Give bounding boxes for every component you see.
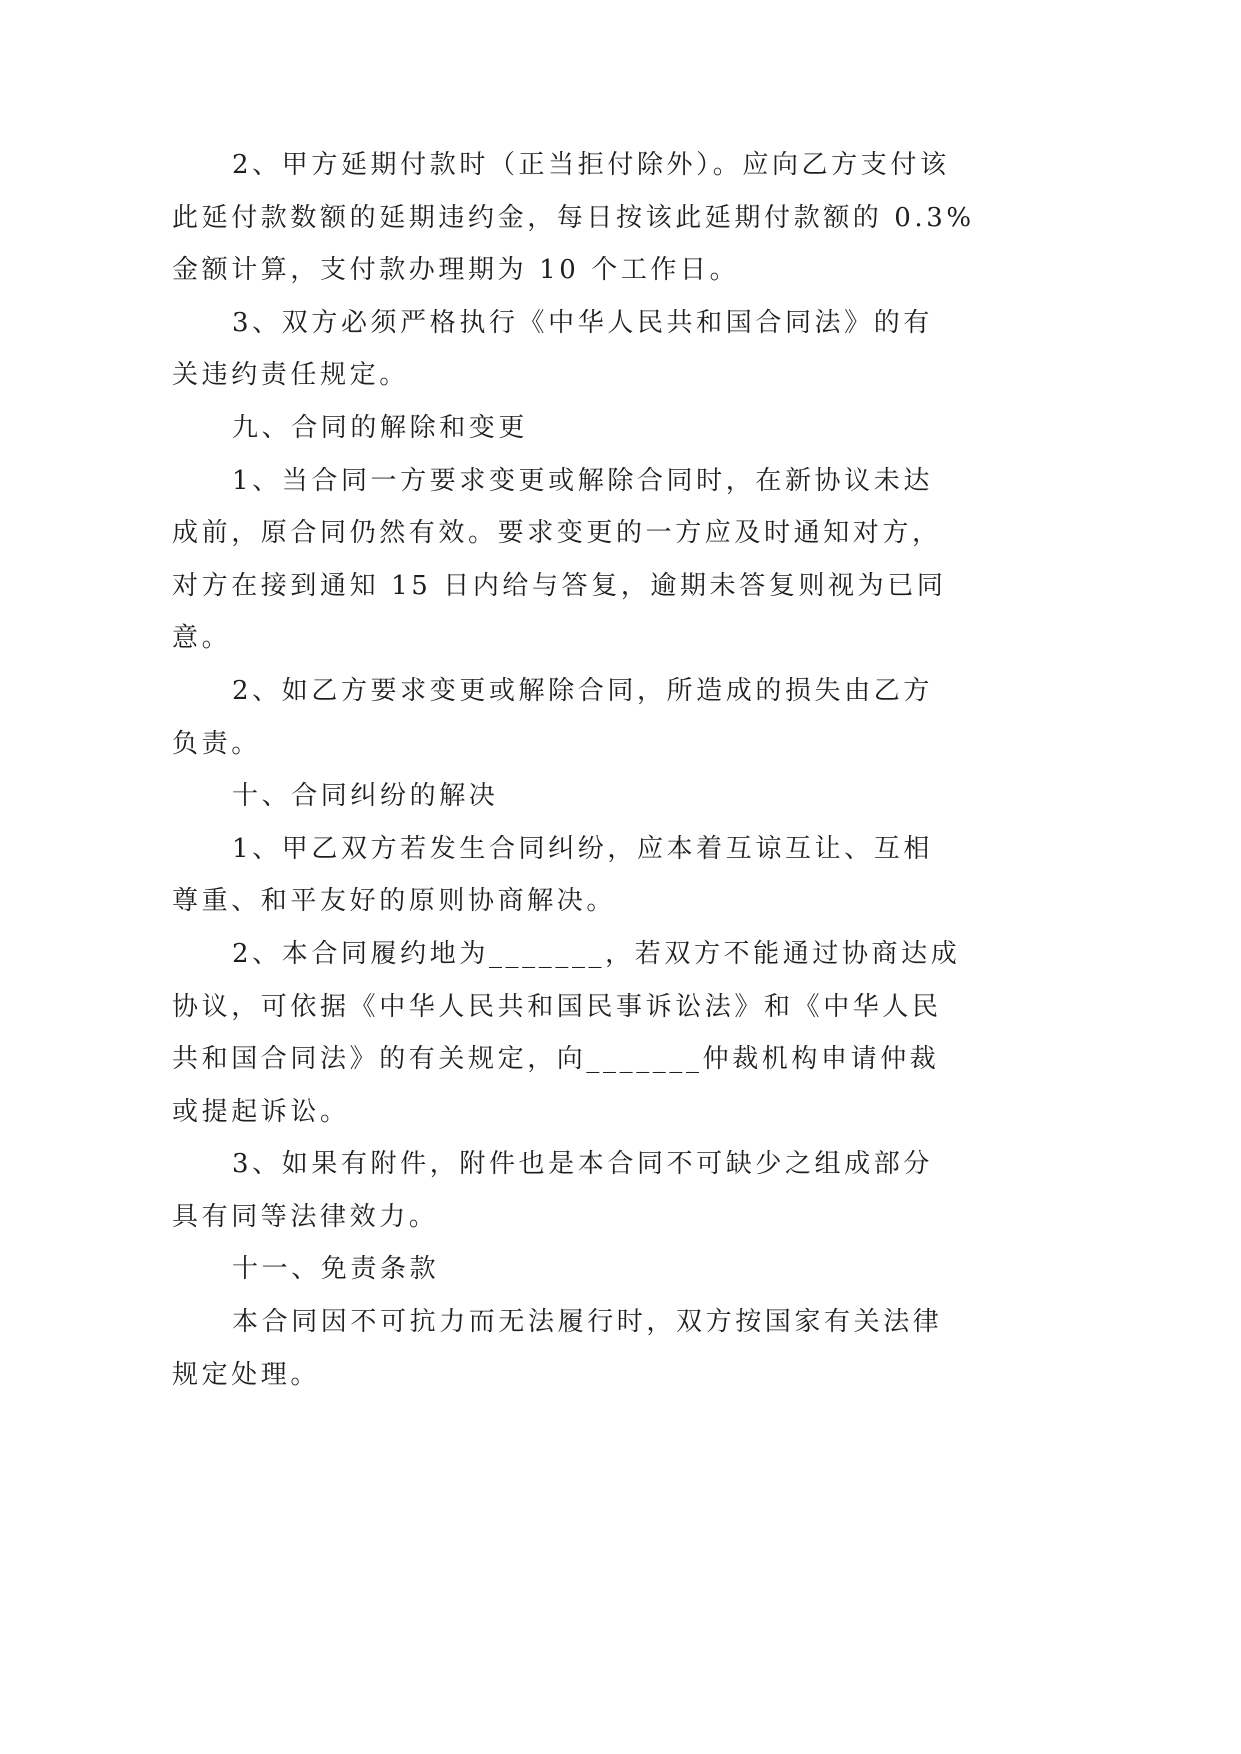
- paragraph-line: 负责。: [172, 728, 261, 759]
- paragraph-dispute-negotiation: [172, 823, 1072, 928]
- section-heading: 十、合同纠纷的解决: [232, 781, 499, 812]
- paragraph-line: 2、甲方延期付款时（正当拒付除外）。应向乙方支付该: [232, 150, 950, 180]
- paragraph-line: 共和国合同法》的有关规定，向_______仲裁机构申请仲裁: [172, 1044, 940, 1075]
- section-heading: 九、合同的解除和变更: [232, 412, 529, 443]
- paragraph-line: 金额计算，支付款办理期为 10 个工作日。: [172, 255, 740, 286]
- paragraph-line: 1、甲乙双方若发生合同纠纷，应本着互谅互让、互相: [232, 833, 933, 864]
- paragraph-line: 关违约责任规定。: [172, 360, 409, 391]
- paragraph-line: 协议，可依据《中华人民共和国民事诉讼法》和《中华人民: [172, 991, 942, 1022]
- paragraph-line: 2、本合同履约地为_______，若双方不能通过协商达成: [232, 938, 961, 969]
- paragraph-line: 尊重、和平友好的原则协商解决。: [172, 886, 617, 917]
- paragraph-line: 成前，原合同仍然有效。要求变更的一方应及时通知对方，: [172, 518, 942, 549]
- paragraph-arbitration: [172, 928, 1072, 1138]
- paragraph-force-majeure: [172, 1296, 1072, 1401]
- paragraph-party-b-change: [172, 665, 1072, 770]
- document-body: [172, 139, 1072, 1401]
- paragraph-attachments: [172, 1138, 1072, 1243]
- paragraph-line: 此延付款数额的延期违约金，每日按该此延期付款额的 0.3%: [172, 202, 975, 233]
- paragraph-line: 对方在接到通知 15 日内给与答复，逾期未答复则视为已同: [172, 570, 947, 601]
- paragraph-change-request: [172, 455, 1072, 665]
- paragraph-line: 1、当合同一方要求变更或解除合同时，在新协议未达: [232, 465, 933, 496]
- paragraph-line: 2、如乙方要求变更或解除合同，所造成的损失由乙方: [232, 675, 933, 706]
- paragraph-line: 3、双方必须严格执行《中华人民共和国合同法》的有: [232, 307, 933, 338]
- paragraph-breach-liability: [172, 297, 1072, 402]
- paragraph-line: 规定处理。: [172, 1359, 321, 1390]
- paragraph-line: 或提起诉讼。: [172, 1096, 350, 1127]
- paragraph-line: 具有同等法律效力。: [172, 1201, 439, 1232]
- paragraph-line: 3、如果有附件，附件也是本合同不可缺少之组成部分: [232, 1149, 933, 1180]
- paragraph-line: 意。: [172, 623, 232, 654]
- section-heading: 十一、免责条款: [232, 1254, 440, 1285]
- paragraph-late-payment-penalty: [172, 139, 1072, 297]
- paragraph-line: 本合同因不可抗力而无法履行时，双方按国家有关法律: [232, 1307, 943, 1338]
